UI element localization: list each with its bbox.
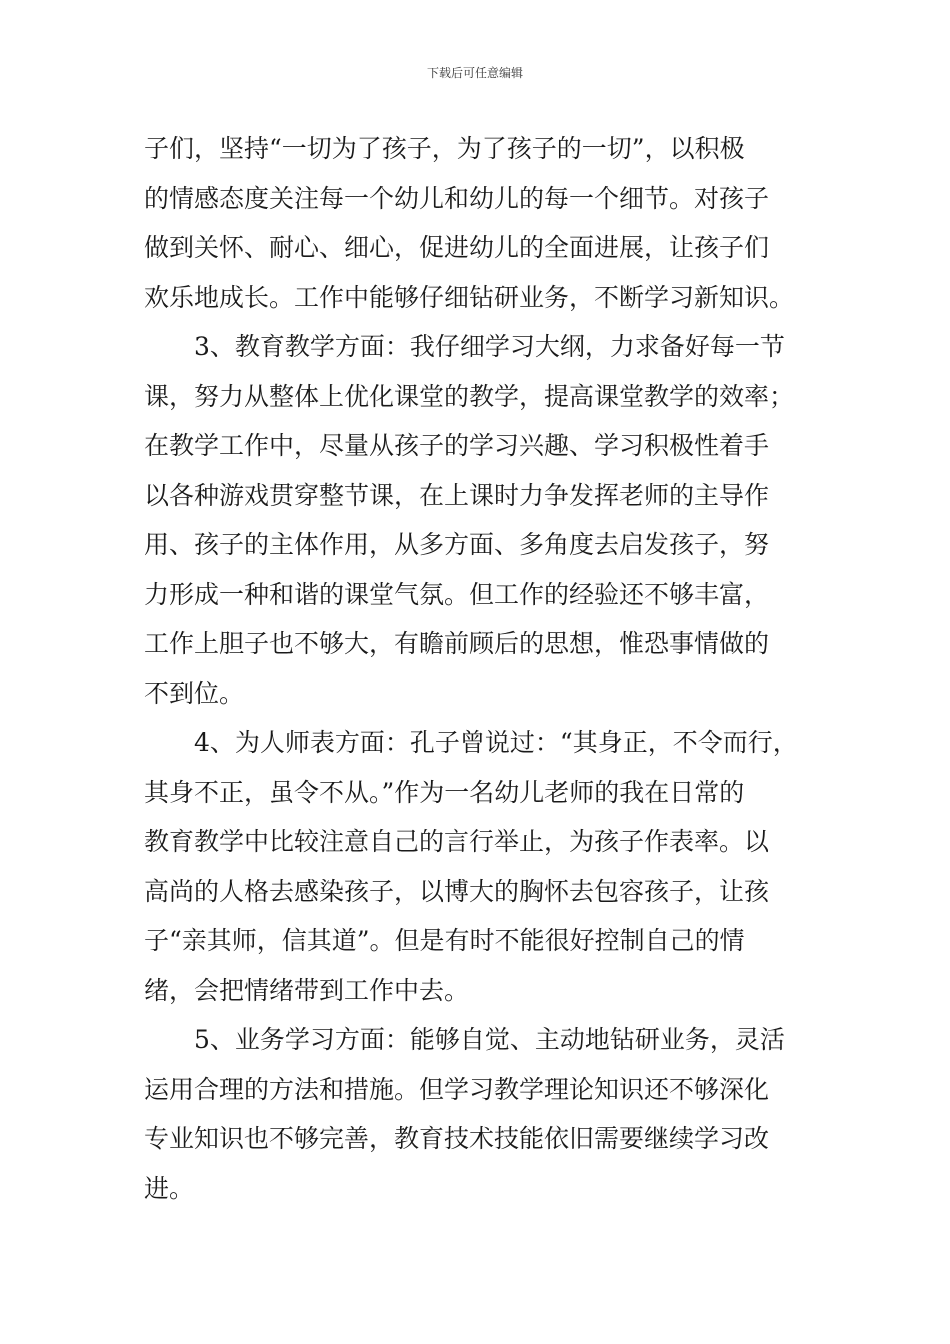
paragraph-4 [144, 1015, 816, 1213]
text-line: 不到位。 [144, 678, 245, 708]
text-line: 运用合理的方法和措施。但学习教学理论知识还不够深化 [144, 1074, 770, 1104]
page-header: 下载后可任意编辑 [426, 66, 523, 80]
text-line: 进。 [144, 1173, 195, 1203]
paragraph-1 [144, 124, 816, 322]
text-line: 高尚的人格去感染孩子，以博大的胸怀去包容孩子，让孩 [144, 876, 770, 906]
text-line: 其身不正，虽令不从。”作为一名幼儿老师的我在日常的 [144, 777, 745, 807]
paragraph-3 [144, 718, 816, 1015]
text-line: 用、孩子的主体作用，从多方面、多角度去启发孩子，努 [144, 530, 770, 559]
text-line: 专业知识也不够完善，教育技术技能依旧需要继续学习改 [144, 1124, 770, 1153]
text-line: 工作上胆子也不够大，有瞻前顾后的思想，惟恐事情做的 [144, 629, 770, 658]
text-line: 3、教育教学方面：我仔细学习大纲，力求备好每一节 [194, 332, 785, 361]
text-line: 绪，会把情绪带到工作中去。 [144, 975, 470, 1005]
text-line: 欢乐地成长。工作中能够仔细钻研业务，不断学习新知识。 [144, 282, 795, 312]
text-line: 做到关怀、耐心、细心，促进幼儿的全面进展，让孩子们 [144, 233, 770, 262]
text-line: 子们，坚持“一切为了孩子，为了孩子的一切”，以积极 [144, 134, 745, 163]
text-line: 教育教学中比较注意自己的言行举止，为孩子作表率。以 [144, 827, 770, 856]
text-line: 以各种游戏贯穿整节课，在上课时力争发挥老师的主导作 [144, 480, 770, 510]
document-body [144, 124, 816, 1213]
text-line: 的情感态度关注每一个幼儿和幼儿的每一个细节。对孩子 [144, 183, 770, 213]
paragraph-2 [144, 322, 816, 718]
text-line: 力形成一种和谐的课堂气氛。但工作的经验还不够丰富， [144, 579, 770, 609]
text-line: 子“亲其师，信其道”。但是有时不能很好控制自己的情 [144, 926, 745, 955]
text-line: 5、业务学习方面：能够自觉、主动地钻研业务，灵活 [194, 1025, 785, 1054]
text-line: 课，努力从整体上优化课堂的教学，提高课堂教学的效率； [144, 381, 795, 411]
text-line: 4、为人师表方面：孔子曾说过：“其身正，不令而行， [194, 728, 798, 757]
text-line: 在教学工作中，尽量从孩子的学习兴趣、学习积极性着手 [144, 431, 770, 460]
